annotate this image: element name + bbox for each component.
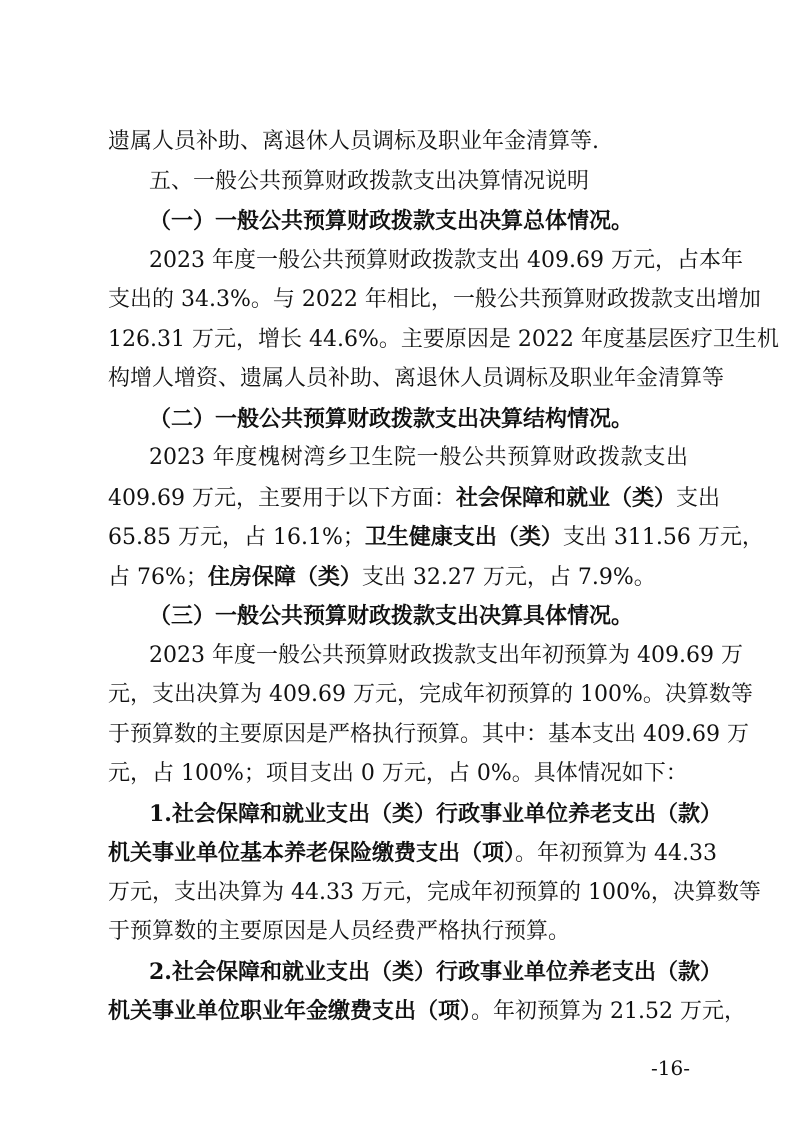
text-line: 于预算数的主要原因是人员经费严格执行预算。 (108, 919, 571, 944)
text-line: 2023 年度一般公共预算财政拨款支出年初预算为 409.69 万 (149, 643, 743, 668)
text-line: 于预算数的主要原因是严格执行预算。其中：基本支出 409.69 万 (108, 722, 749, 747)
subsection-heading: （一）一般公共预算财政拨款支出决算总体情况。 (149, 208, 634, 234)
text-line: 支出的 34.3%。与 2022 年相比，一般公共预算财政拨款支出增加 (108, 287, 761, 312)
text-line: 65.85 万元，占 16.1%；卫生健康支出（类）支出 311.56 万元， (108, 524, 764, 550)
text-line: 409.69 万元，主要用于以下方面：社会保障和就业（类）支出 (108, 485, 721, 511)
text-line: 元，占 100%；项目支出 0 万元，占 0%。具体情况如下： (108, 761, 688, 786)
text-line: 构增人增资、遗属人员补助、离退休人员调标及职业年金清算等 (108, 366, 725, 391)
text-line: 机关事业单位职业年金缴费支出（项）。年初预算为 21.52 万元， (108, 998, 746, 1024)
bold-category: 社会保障和就业（类） (455, 485, 676, 511)
subsection-heading: （三）一般公共预算财政拨款支出决算具体情况。 (149, 603, 634, 629)
item-heading: 2.社会保障和就业支出（类）行政事业单位养老支出（款） (149, 959, 722, 985)
text-line: 2023 年度一般公共预算财政拨款支出 409.69 万元，占本年 (149, 248, 743, 273)
item-heading: 1.社会保障和就业支出（类）行政事业单位养老支出（款） (149, 801, 722, 827)
text-line: 占 76%；住房保障（类）支出 32.27 万元，占 7.9%。 (108, 564, 656, 590)
text-line: 遗属人员补助、离退休人员调标及职业年金清算等. (108, 129, 599, 154)
text-line: 元，支出决算为 409.69 万元，完成年初预算的 100%。决算数等 (108, 682, 753, 707)
text-line: 机关事业单位基本养老保险缴费支出（项）。年初预算为 44.33 (108, 840, 717, 866)
bold-category: 住房保障（类） (207, 564, 362, 590)
bold-category: 卫生健康支出（类） (364, 524, 563, 550)
text-line: 126.31 万元，增长 44.6%。主要原因是 2022 年度基层医疗卫生机 (108, 327, 779, 352)
section-heading: 五、一般公共预算财政拨款支出决算情况说明 (149, 169, 590, 194)
bold-item: 机关事业单位职业年金缴费支出（项） (108, 998, 472, 1024)
bold-item: 机关事业单位基本养老保险缴费支出（项） (108, 840, 516, 866)
subsection-heading: （二）一般公共预算财政拨款支出决算结构情况。 (149, 406, 634, 432)
page-number: -16- (651, 1056, 690, 1080)
text-line: 万元，支出决算为 44.33 万元，完成年初预算的 100%，决算数等 (108, 880, 761, 905)
text-line: 2023 年度槐树湾乡卫生院一般公共预算财政拨款支出 (149, 445, 688, 470)
